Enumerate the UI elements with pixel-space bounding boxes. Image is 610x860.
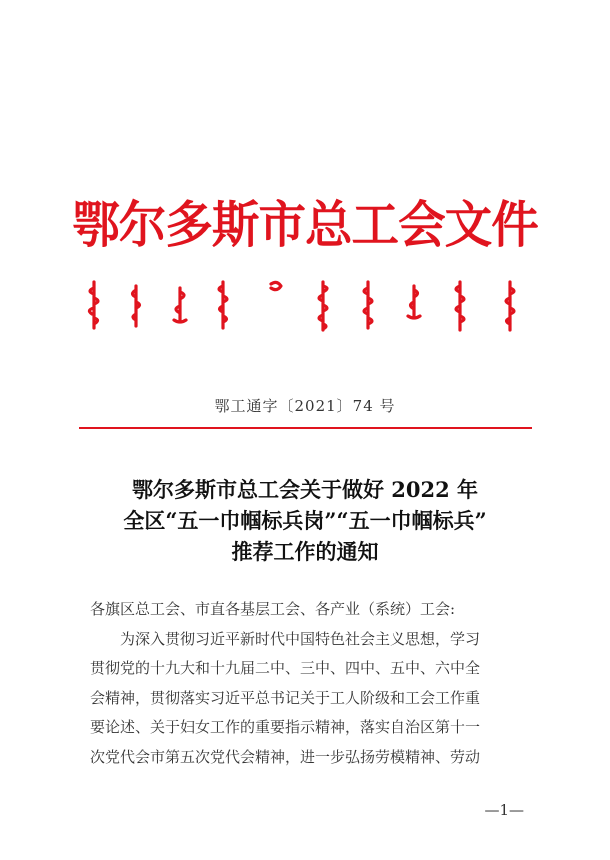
body-line: 次党代会市第五次党代会精神，进一步弘扬劳模精神、劳动 [90, 747, 481, 766]
body-line: 会精神，贯彻落实习近平总书记关于工人阶级和工会工作重 [90, 688, 481, 707]
document-title [0, 474, 610, 567]
title-line: 全区“五一巾帼标兵岗”“五一巾帼标兵” [123, 508, 487, 533]
title-line: 鄂尔多斯市总工会关于做好 2022 年 [131, 477, 479, 502]
body-line: 贯彻党的十九大和十九届二中、三中、四中、五中、六中全 [90, 659, 481, 677]
salutation: 各旗区总工会、市直各基层工会、各产业（系统）工会: [90, 600, 456, 618]
document-body [90, 595, 530, 772]
mongolian-script-masthead [78, 276, 538, 336]
body-line: 为深入贯彻习近平新时代中国特色社会主义思想，学习 [120, 629, 481, 648]
red-divider-line [79, 427, 532, 429]
page-number: —1— [484, 801, 524, 819]
document-number: 鄂工通字〔2021〕74 号 [214, 397, 396, 415]
body-line: 要论述、关于妇女工作的重要指示精神，落实自治区第十一 [90, 718, 481, 736]
title-line: 推荐工作的通知 [231, 539, 379, 564]
masthead-title: 鄂尔多斯市总工会文件 [72, 196, 538, 254]
